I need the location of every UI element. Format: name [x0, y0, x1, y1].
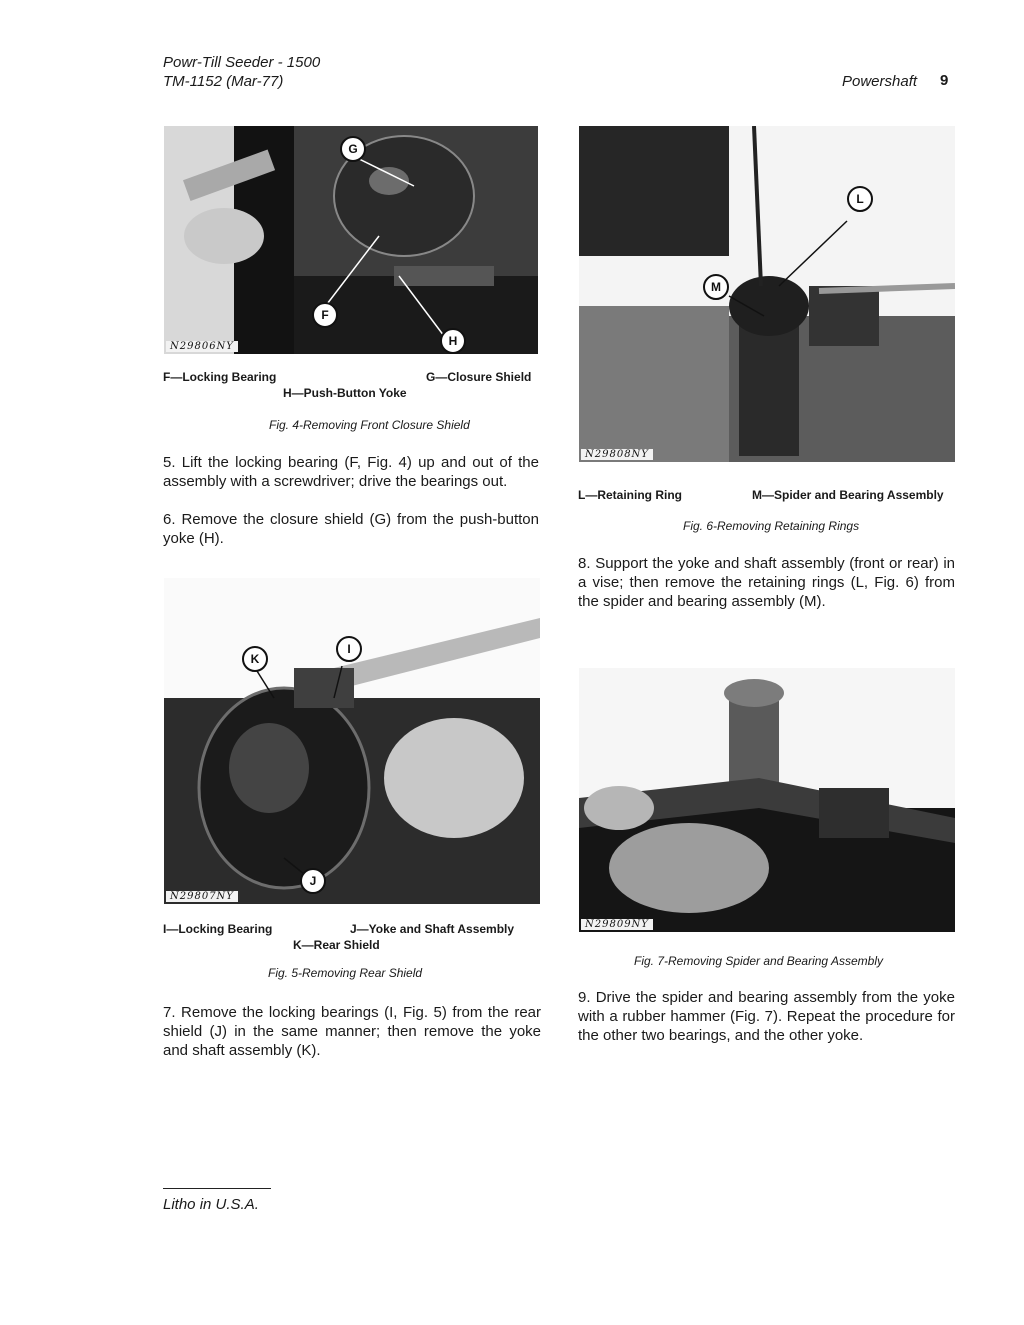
callout-j: J [300, 868, 326, 894]
fig7-illustration [579, 668, 955, 932]
fig7-caption: Fig. 7-Removing Spider and Bearing Assembly [634, 954, 884, 968]
fig5-legend-j: J—Yoke and Shaft Assembly [350, 922, 515, 936]
fig6-legend-l: L—Retaining Ring [578, 488, 682, 502]
fig4-photo-code: N29806NY [166, 341, 238, 352]
step-7: 7. Remove the locking bearings (I, Fig. 5) from the rear shield (J) in the same manner; then remove the yoke and shaft assembly (K). [163, 1004, 541, 1059]
header-section: Powershaft [842, 73, 918, 90]
callout-k: K [242, 646, 268, 672]
step-9: 9. Drive the spider and bearing assembly from the yoke with a rubber hammer (Fig. 7). Repeat the procedure for the other two bearings, and the other yoke. [578, 989, 955, 1044]
fig5-legend-k: K—Rear Shield [293, 938, 380, 952]
fig6-photo [579, 126, 955, 462]
step-6: 6. Remove the closure shield (G) from the push-button yoke (H). [163, 511, 539, 547]
fig6-photo-code: N29808NY [581, 449, 653, 460]
step-5: 5. Lift the locking bearing (F, Fig. 4) up and out of the assembly with a screwdriver; drive the bearings out. [163, 454, 539, 490]
footer-litho: Litho in U.S.A. [163, 1196, 259, 1213]
fig4-photo [164, 126, 538, 354]
callout-l: L [847, 186, 873, 212]
callout-h: H [440, 328, 466, 354]
fig5-caption: Fig. 5-Removing Rear Shield [268, 966, 423, 980]
callout-g: G [340, 136, 366, 162]
page-number: 9 [940, 72, 949, 89]
fig5-illustration [164, 578, 540, 904]
header-doc-number: TM-1152 (Mar-77) [163, 73, 284, 90]
fig6-legend-m: M—Spider and Bearing Assembly [752, 488, 944, 502]
callout-f: F [312, 302, 338, 328]
fig5-photo [164, 578, 540, 904]
fig4-legend-g: G—Closure Shield [426, 370, 532, 384]
fig6-caption: Fig. 6-Removing Retaining Rings [683, 519, 860, 533]
header-doc-title: Powr-Till Seeder - 1500 [163, 54, 321, 71]
fig4-legend-f: F—Locking Bearing [163, 370, 277, 384]
fig6-illustration [579, 126, 955, 462]
fig7-photo [579, 668, 955, 932]
fig7-photo-code: N29809NY [581, 919, 653, 930]
callout-i: I [336, 636, 362, 662]
callout-m: M [703, 274, 729, 300]
fig5-legend-i: I—Locking Bearing [163, 922, 273, 936]
fig4-caption: Fig. 4-Removing Front Closure Shield [269, 418, 470, 432]
fig4-legend-h: H—Push-Button Yoke [283, 386, 407, 400]
fig5-photo-code: N29807NY [166, 891, 238, 902]
footer-rule [163, 1188, 271, 1189]
step-8: 8. Support the yoke and shaft assembly (front or rear) in a vise; then remove the retaining rings (L, Fig. 6) from the spider and bearing assembly (M). [578, 555, 955, 610]
